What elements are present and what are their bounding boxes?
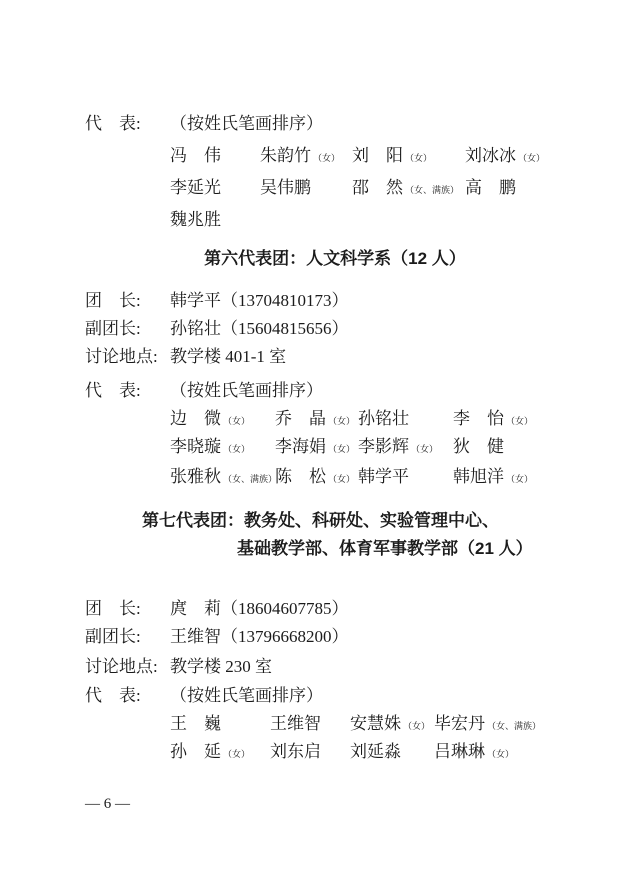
sort-order-note: （按姓氏笔画排序） xyxy=(170,686,323,705)
gender-tag xyxy=(221,721,223,731)
page-number: — 6 — xyxy=(85,796,130,812)
delegate-cell xyxy=(453,468,533,486)
delegate-name: 刘冰冰 xyxy=(465,146,516,165)
delegation7-title-line1: 第七代表团：教务处、科研处、实验管理中心、 xyxy=(142,511,499,530)
discussion-location-label: 讨论地点: xyxy=(85,657,158,676)
gender-tag: （女） xyxy=(411,444,439,454)
delegate-row xyxy=(170,211,585,229)
gender-tag: （女） xyxy=(403,721,431,731)
gender-tag xyxy=(409,474,411,484)
gender-tag xyxy=(504,444,506,454)
leader-line xyxy=(85,292,585,310)
gender-tag xyxy=(401,749,403,759)
delegate-cell xyxy=(170,438,275,456)
representatives-header-line xyxy=(85,382,585,400)
gender-tag xyxy=(221,217,223,227)
leader-label: 团 长: xyxy=(85,291,141,310)
gender-tag xyxy=(409,416,411,426)
delegate-name: 李海娟 xyxy=(275,437,326,456)
delegate-row xyxy=(170,468,585,486)
delegate-name: 孙 延 xyxy=(170,742,221,761)
sort-order-note: （按姓氏笔画排序） xyxy=(170,114,323,133)
page-content xyxy=(0,115,620,813)
representatives-label: 代 表: xyxy=(85,114,141,133)
delegate-name: 王维智 xyxy=(270,714,321,733)
delegate-name: 李晓璇 xyxy=(170,437,221,456)
delegate-row xyxy=(170,179,585,197)
discussion-location-value: 教学楼 230 室 xyxy=(170,657,272,676)
gender-tag: （女） xyxy=(328,444,356,454)
leader-value: 庹 莉（18604607785） xyxy=(170,599,349,618)
delegate-cell xyxy=(260,179,352,197)
representatives-label: 代 表: xyxy=(85,686,141,705)
delegate-row xyxy=(170,743,585,761)
delegate-cell xyxy=(170,410,275,428)
delegate-row xyxy=(170,410,585,428)
ethnic-gender-tag: （女、满族） xyxy=(487,721,542,731)
discussion-location-line xyxy=(85,658,585,676)
delegate-cell xyxy=(270,743,350,761)
gender-tag: （女） xyxy=(313,153,341,163)
delegate-cell xyxy=(434,743,514,761)
delegate-cell xyxy=(275,468,358,486)
delegate-name: 李影辉 xyxy=(358,437,409,456)
deputy-leader-value: 孙铭壮（15604815656） xyxy=(170,319,349,338)
delegate-cell xyxy=(170,179,260,197)
representatives-header-line xyxy=(85,687,585,705)
delegate-name: 孙铭壮 xyxy=(358,409,409,428)
delegate-cell xyxy=(260,147,352,165)
delegate-name: 王 巍 xyxy=(170,714,221,733)
gender-tag xyxy=(321,749,323,759)
delegate-name: 韩旭洋 xyxy=(453,467,504,486)
gender-tag xyxy=(311,185,313,195)
leader-value: 韩学平（13704810173） xyxy=(170,291,349,310)
delegate-name: 狄 健 xyxy=(453,437,504,456)
gender-tag xyxy=(321,721,323,731)
delegate-name: 陈 松 xyxy=(275,467,326,486)
delegate-name: 李 怡 xyxy=(453,409,504,428)
delegate-name: 邵 然 xyxy=(352,178,403,197)
delegate-cell xyxy=(352,147,465,165)
gender-tag: （女） xyxy=(405,153,433,163)
gender-tag: （女） xyxy=(223,444,251,454)
deputy-leader-label: 副团长: xyxy=(85,319,141,338)
sort-order-note: （按姓氏笔画排序） xyxy=(170,381,323,400)
delegate-name: 吴伟鹏 xyxy=(260,178,311,197)
gender-tag: （女） xyxy=(518,153,546,163)
delegate-name: 魏兆胜 xyxy=(170,210,221,229)
delegate-cell xyxy=(350,743,434,761)
delegate-name: 刘延淼 xyxy=(350,742,401,761)
delegate-name: 刘东启 xyxy=(270,742,321,761)
delegate-cell xyxy=(434,715,541,733)
ethnic-gender-tag: （女、满族） xyxy=(405,185,460,195)
delegate-name: 韩学平 xyxy=(358,467,409,486)
delegate-name: 李延光 xyxy=(170,178,221,197)
delegate-cell xyxy=(358,438,453,456)
discussion-location-label: 讨论地点: xyxy=(85,347,158,366)
leader-line xyxy=(85,600,585,618)
delegate-cell xyxy=(453,410,533,428)
delegate-row xyxy=(170,438,585,456)
gender-tag: （女） xyxy=(328,416,356,426)
delegate-name: 边 微 xyxy=(170,409,221,428)
deputy-leader-line xyxy=(85,320,585,338)
delegate-cell xyxy=(358,468,453,486)
delegate-cell xyxy=(465,179,518,197)
delegate-cell xyxy=(358,410,453,428)
gender-tag xyxy=(516,185,518,195)
gender-tag: （女） xyxy=(223,749,251,759)
delegate-name: 吕琳琳 xyxy=(434,742,485,761)
deputy-leader-value: 王维智（13796668200） xyxy=(170,627,349,646)
gender-tag xyxy=(221,153,223,163)
delegate-cell xyxy=(170,743,270,761)
delegate-name: 安慧姝 xyxy=(350,714,401,733)
delegate-row xyxy=(170,147,585,165)
delegate-cell xyxy=(275,438,358,456)
delegate-cell xyxy=(270,715,350,733)
delegate-cell xyxy=(275,410,358,428)
delegate-name: 张雅秋 xyxy=(170,467,221,486)
gender-tag: （女） xyxy=(506,416,534,426)
delegate-name: 刘 阳 xyxy=(352,146,403,165)
delegate-name: 毕宏丹 xyxy=(434,714,485,733)
gender-tag: （女） xyxy=(487,749,515,759)
delegation6-title: 第六代表团：人文科学系（12 人） xyxy=(204,249,466,268)
ethnic-gender-tag: （女、满族） xyxy=(223,474,278,484)
delegate-cell xyxy=(170,467,278,486)
delegate-cell xyxy=(170,147,260,165)
delegate-name: 冯 伟 xyxy=(170,146,221,165)
gender-tag: （女） xyxy=(506,474,534,484)
delegate-cell xyxy=(453,438,506,456)
delegate-name: 乔 晶 xyxy=(275,409,326,428)
deputy-leader-line xyxy=(85,628,585,646)
gender-tag: （女） xyxy=(223,416,251,426)
discussion-location-value: 教学楼 401-1 室 xyxy=(170,347,287,366)
delegation7-title-line2: 基础教学部、体育军事教学部（21 人） xyxy=(237,539,533,558)
delegate-cell xyxy=(170,715,270,733)
deputy-leader-label: 副团长: xyxy=(85,627,141,646)
delegate-row xyxy=(170,715,585,733)
delegate-name: 朱韵竹 xyxy=(260,146,311,165)
representatives-header-line xyxy=(85,115,585,133)
delegate-name: 高 鹏 xyxy=(465,178,516,197)
discussion-location-line xyxy=(85,348,585,366)
representatives-label: 代 表: xyxy=(85,381,141,400)
delegate-cell xyxy=(352,179,465,197)
gender-tag xyxy=(221,185,223,195)
leader-label: 团 长: xyxy=(85,599,141,618)
delegate-cell xyxy=(170,211,260,229)
delegate-cell xyxy=(465,147,545,165)
delegate-cell xyxy=(350,715,434,733)
gender-tag: （女） xyxy=(328,474,356,484)
